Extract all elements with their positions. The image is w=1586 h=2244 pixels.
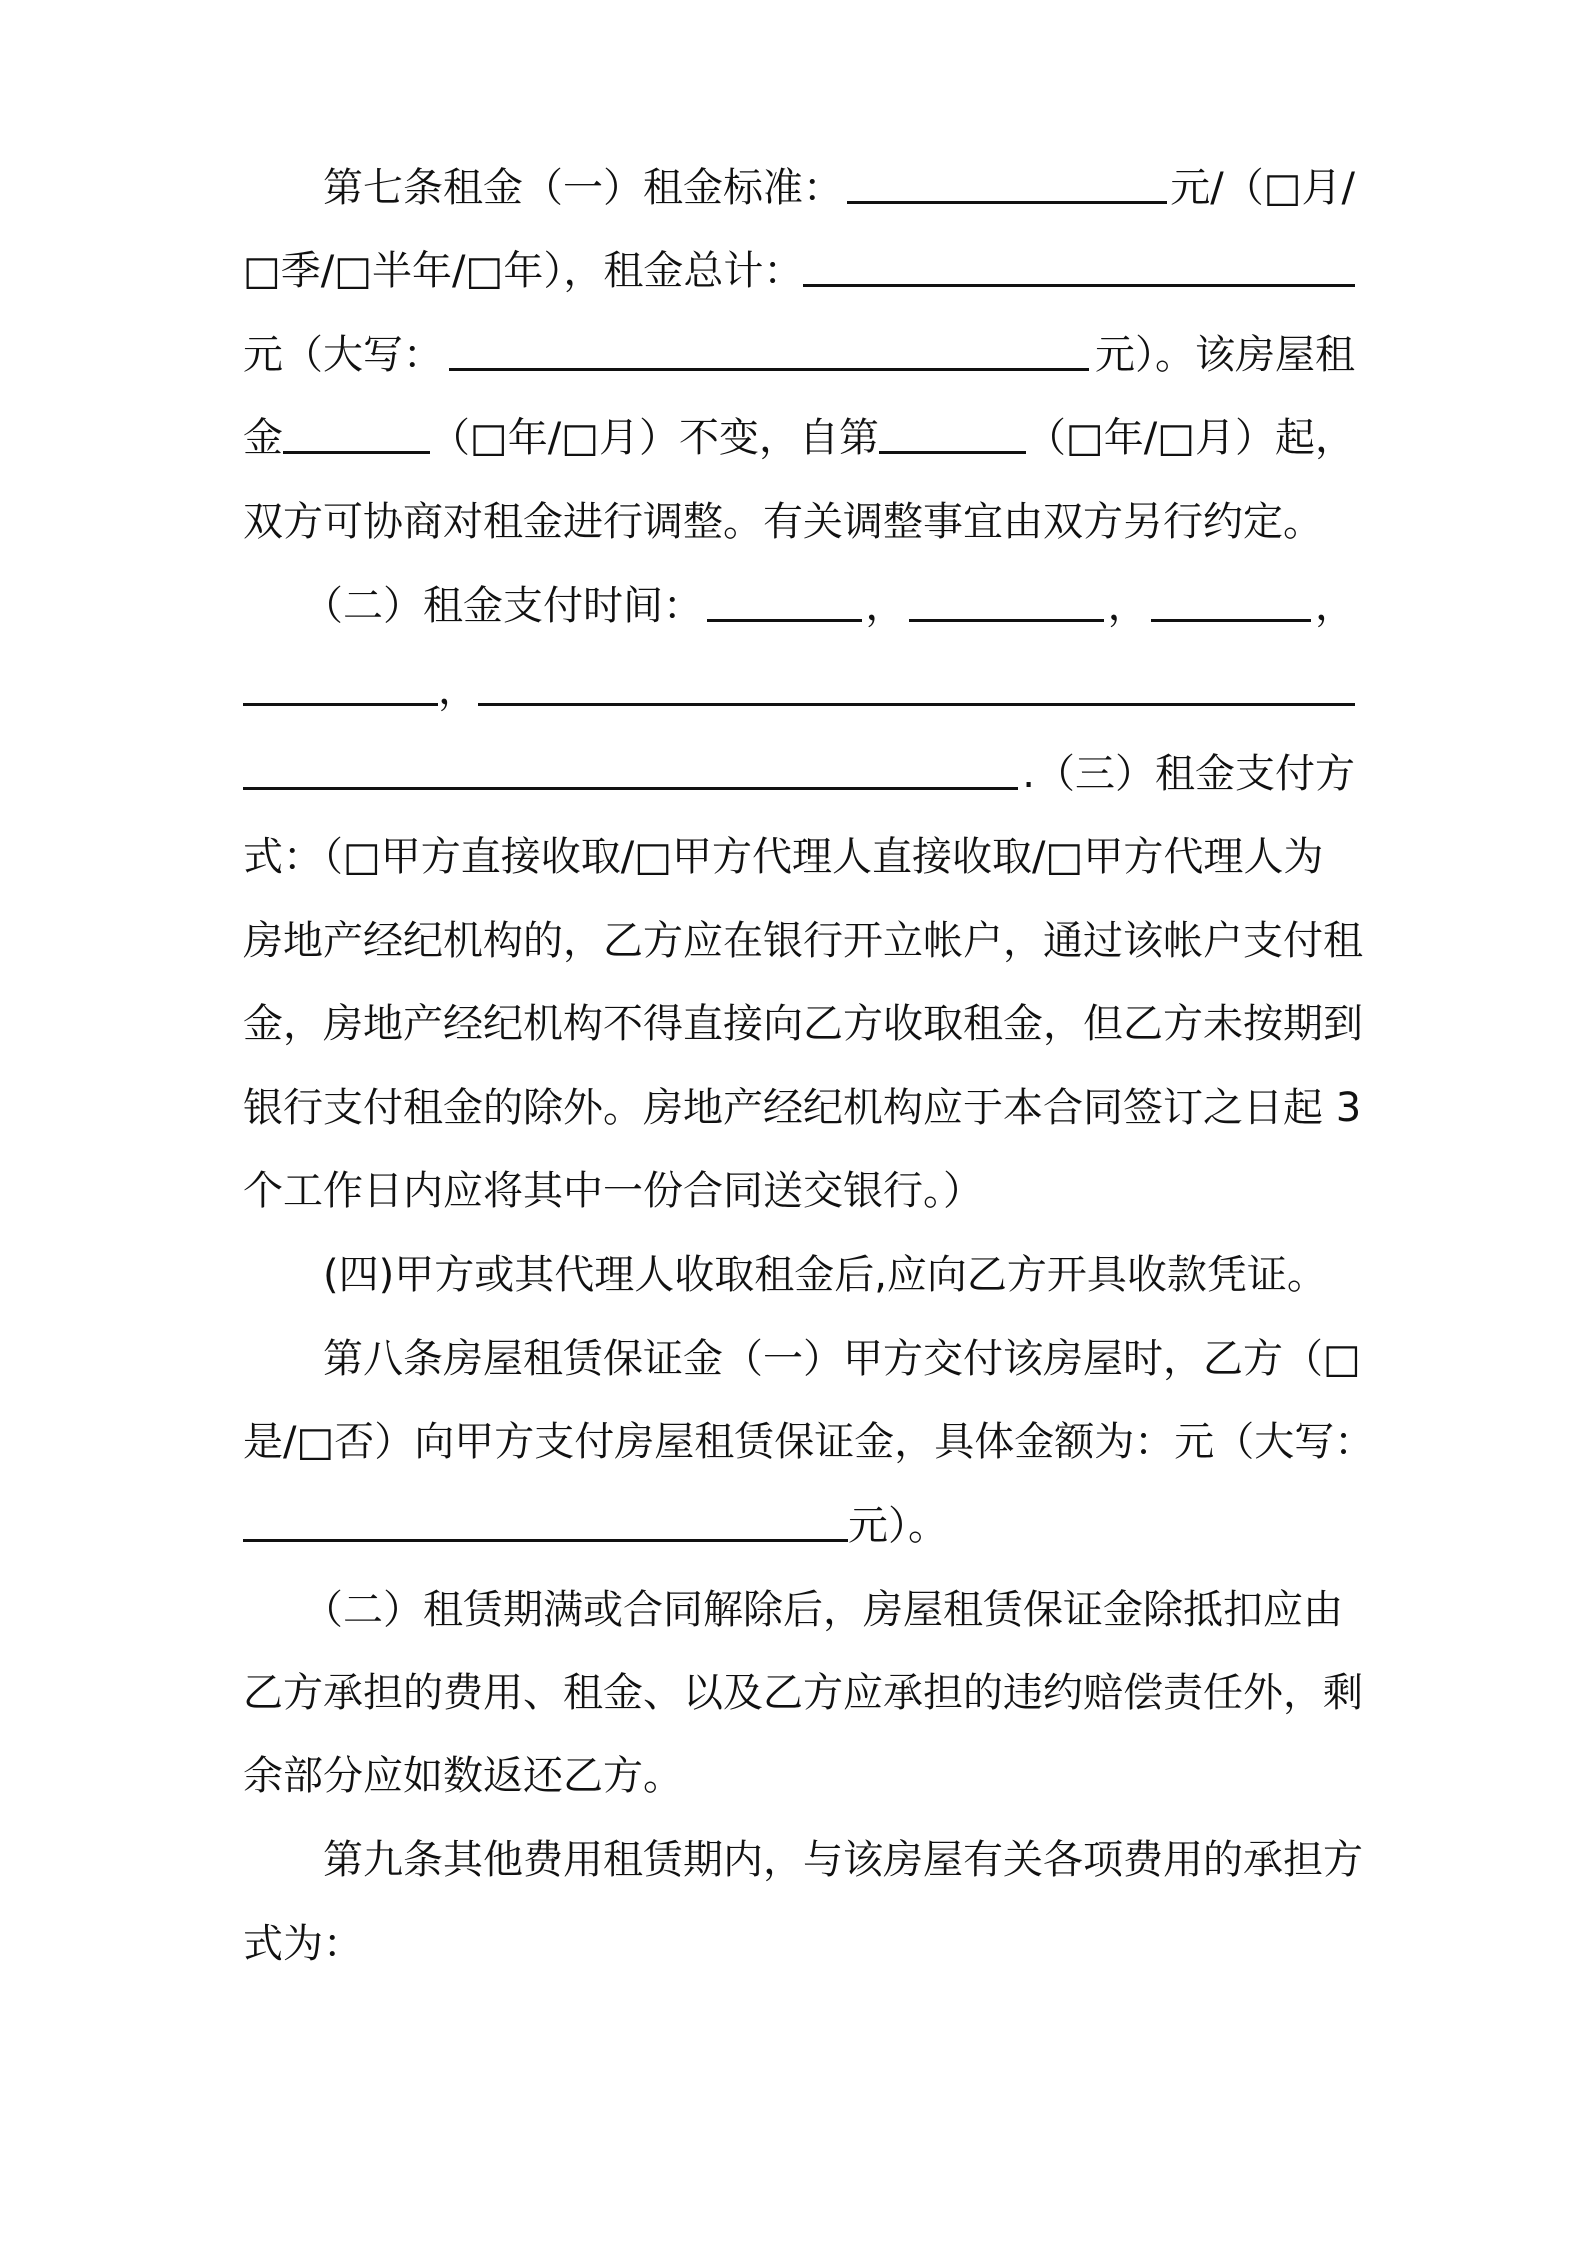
text-line [243,899,1363,983]
text-line [243,982,1363,1066]
line-text: 双方可协商对租金进行调整。有关调整事宜由双方另行约定。 [243,499,1323,545]
line-text: 房地产经纪机构的，乙方应在银行开立帐户，通过该帐户支付租 [243,918,1363,964]
text-line [243,1818,1363,1902]
fill-in-blank [243,701,438,706]
fill-in-blank [707,617,862,622]
text-line [243,564,1355,648]
text-line [243,146,1355,230]
text-line [243,1734,1355,1818]
line-text: (四)甲方或其代理人收取租金后,应向乙方开具收款凭证。 [243,1252,1327,1298]
line-text: 个工作日内应将其中一份合同送交银行。） [243,1168,983,1214]
line-text: 金 [243,415,283,461]
line-text: （二）租赁期满或合同解除后，房屋租赁保证金除抵扣应由 [243,1587,1343,1633]
text-line [243,1568,1355,1652]
fill-in-blank [879,449,1026,454]
text-line [243,396,1355,480]
line-text: 银行支付租金的除外。房地产经纪机构应于本合同签订之日起 3 [243,1085,1362,1131]
line-text: □季/□半年/□年），租金总计： [243,248,804,294]
text-line [243,1149,1355,1233]
line-text: 元/（□月/ [1170,165,1355,211]
fill-in-blank [1151,617,1311,622]
line-text: （二）租金支付时间： [243,583,703,629]
line-text: （□年/□月）起， [1025,415,1355,461]
line-text: ， [438,667,478,713]
text-line [243,648,1355,732]
fill-in-blank [909,617,1104,622]
line-text: 元）。 [848,1503,948,1549]
text-line [243,313,1355,397]
line-text: 金，房地产经纪机构不得直接向乙方收取租金，但乙方未按期到 [243,1001,1363,1047]
text-line [243,1317,1361,1401]
fill-in-blank [803,282,1355,287]
text-line [243,1651,1363,1735]
fill-in-blank [243,1537,848,1542]
text-line [243,732,1355,816]
line-text: ， [1107,583,1148,629]
line-text: 式：（□甲方直接收取/□甲方代理人直接收取/□甲方代理人为 [243,834,1324,880]
fill-in-blank [283,449,430,454]
line-text: 第七条租金（一）租金标准： [243,165,843,211]
text-line [243,1484,1355,1568]
text-line [243,1066,1362,1150]
text-line [243,1902,1355,1986]
text-line [243,229,1355,313]
fill-in-blank [243,785,1018,790]
fill-in-blank [449,366,1089,371]
text-line [243,1233,1355,1317]
line-text: 式为： [243,1921,363,1967]
line-text: 余部分应如数返还乙方。 [243,1753,683,1799]
line-text: 元）。该房屋租 [1095,332,1355,378]
text-line [243,1400,1375,1484]
text-line [243,815,1355,899]
line-text: ， [1314,583,1355,629]
line-text: .（三）租金支付方 [1022,751,1355,797]
line-text: （□年/□月）不变，自第 [429,415,879,461]
fill-in-blank [478,701,1355,706]
line-text: 第九条其他费用租赁期内，与该房屋有关各项费用的承担方 [243,1837,1363,1883]
line-text: ， [865,583,906,629]
line-text: 乙方承担的费用、租金、以及乙方应承担的违约赔偿责任外，剩 [243,1670,1363,1716]
line-text: 第八条房屋租赁保证金（一）甲方交付该房屋时，乙方（□ [243,1336,1361,1382]
line-text: 元（大写： [243,332,443,378]
text-line [243,480,1355,564]
line-text: 是/□否）向甲方支付房屋租赁保证金，具体金额为：元（大写： [243,1419,1375,1465]
fill-in-blank [847,199,1167,204]
